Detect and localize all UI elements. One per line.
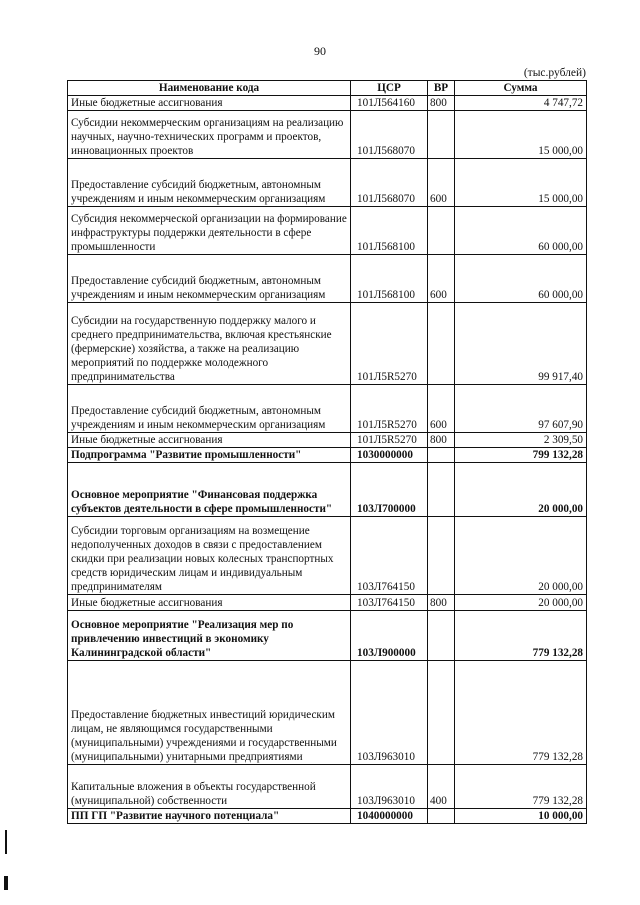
table-row: [68, 517, 587, 595]
cell-csr: 103Л963010: [351, 661, 428, 765]
cell-vr: 600: [428, 255, 455, 303]
table-row: [68, 111, 587, 159]
cell-sum: 779 132,28: [455, 765, 587, 809]
table-row: [68, 765, 587, 809]
cell-vr: [428, 611, 455, 661]
cell-name: ПП ГП "Развитие научного потенциала": [68, 809, 351, 824]
cell-name: Субсидии торговым организациям на возмещение недополученных доходов в связи с предоставлением скидки при реализации новых колесных транспортных средств юридическим лицам и индивидуальным предпринимателям: [68, 517, 351, 595]
table-row: [68, 433, 587, 448]
binding-mark: [4, 876, 8, 890]
table-row: [68, 611, 587, 661]
header-sum: Сумма: [455, 81, 587, 96]
header-csr: ЦСР: [351, 81, 428, 96]
budget-table: [67, 80, 587, 824]
cell-csr: 101Л568070: [351, 111, 428, 159]
cell-sum: 99 917,40: [455, 303, 587, 385]
cell-name: Предоставление субсидий бюджетным, автономным учреждениям и иным некоммерческим организациям: [68, 385, 351, 433]
cell-sum: 4 747,72: [455, 96, 587, 111]
table-row: [68, 595, 587, 611]
page-number: 90: [314, 44, 326, 58]
cell-vr: [428, 111, 455, 159]
cell-name: Субсидии на государственную поддержку малого и среднего предпринимательства, включая крестьянские (фермерские) хозяйства, а также на реализацию мероприятий по поддержке молодежного предпринимательства: [68, 303, 351, 385]
cell-sum: 15 000,00: [455, 111, 587, 159]
units-label: (тыс.рублей): [523, 67, 586, 79]
cell-vr: 600: [428, 159, 455, 207]
cell-vr: [428, 448, 455, 463]
cell-name: Капитальные вложения в объекты государственной (муниципальной) собственности: [68, 765, 351, 809]
cell-sum: 97 607,90: [455, 385, 587, 433]
table-row: [68, 207, 587, 255]
cell-sum: 15 000,00: [455, 159, 587, 207]
cell-vr: [428, 303, 455, 385]
cell-name: Предоставление субсидий бюджетным, автономным учреждениям и иным некоммерческим организациям: [68, 159, 351, 207]
cell-sum: 779 132,28: [455, 661, 587, 765]
cell-sum: 60 000,00: [455, 255, 587, 303]
cell-csr: 101Л5R5270: [351, 303, 428, 385]
cell-sum: 20 000,00: [455, 595, 587, 611]
cell-sum: 799 132,28: [455, 448, 587, 463]
table-row: [68, 96, 587, 111]
cell-vr: [428, 207, 455, 255]
cell-csr: 101Л5R5270: [351, 433, 428, 448]
cell-name: Иные бюджетные ассигнования: [68, 433, 351, 448]
cell-sum: 10 000,00: [455, 809, 587, 824]
cell-csr: 101Л5R5270: [351, 385, 428, 433]
cell-csr: 101Л568100: [351, 255, 428, 303]
cell-vr: [428, 809, 455, 824]
cell-name: Предоставление субсидий бюджетным, автономным учреждениям и иным некоммерческим организациям: [68, 255, 351, 303]
cell-name: Подпрограмма "Развитие промышленности": [68, 448, 351, 463]
cell-name: Иные бюджетные ассигнования: [68, 595, 351, 611]
cell-csr: 103Л700000: [351, 463, 428, 517]
cell-sum: 779 132,28: [455, 611, 587, 661]
cell-csr: 103Л764150: [351, 517, 428, 595]
cell-vr: [428, 463, 455, 517]
cell-name: Основное мероприятие "Финансовая поддержка субъектов деятельности в сфере промышленности": [68, 463, 351, 517]
cell-name: Субсидия некоммерческой организации на формирование инфраструктуры поддержки деятельности в сфере промышленности: [68, 207, 351, 255]
cell-name: Субсидии некоммерческим организациям на реализацию научных, научно-технических программ и проектов, инновационных проектов: [68, 111, 351, 159]
cell-sum: 20 000,00: [455, 463, 587, 517]
cell-name: Предоставление бюджетных инвестиций юридическим лицам, не являющимся государственными (муниципальными) учреждениями и государственными (муниципальными) унитарными предприятиями: [68, 661, 351, 765]
table-row: [68, 303, 587, 385]
cell-csr: 101Л568070: [351, 159, 428, 207]
table-row: [68, 463, 587, 517]
cell-vr: 800: [428, 595, 455, 611]
table-row: [68, 159, 587, 207]
cell-csr: 103Л900000: [351, 611, 428, 661]
header-vr: ВР: [428, 81, 455, 96]
cell-vr: 800: [428, 433, 455, 448]
table-header-row: [68, 81, 587, 96]
cell-vr: 800: [428, 96, 455, 111]
cell-vr: 600: [428, 385, 455, 433]
table-row: [68, 255, 587, 303]
cell-sum: 2 309,50: [455, 433, 587, 448]
table-row: [68, 448, 587, 463]
cell-csr: 101Л564160: [351, 96, 428, 111]
cell-sum: 60 000,00: [455, 207, 587, 255]
cell-csr: 101Л568100: [351, 207, 428, 255]
cell-vr: [428, 517, 455, 595]
cell-vr: 400: [428, 765, 455, 809]
cell-csr: 1040000000: [351, 809, 428, 824]
cell-sum: 20 000,00: [455, 517, 587, 595]
binding-mark: [5, 830, 7, 854]
table-row: [68, 385, 587, 433]
cell-csr: 103Л963010: [351, 765, 428, 809]
cell-name: Иные бюджетные ассигнования: [68, 96, 351, 111]
cell-vr: [428, 661, 455, 765]
table-row: [68, 661, 587, 765]
table-row: [68, 809, 587, 824]
cell-csr: 1030000000: [351, 448, 428, 463]
cell-name: Основное мероприятие "Реализация мер по привлечению инвестиций в экономику Калининградской области": [68, 611, 351, 661]
header-name: Наименование кода: [68, 81, 351, 96]
cell-csr: 103Л764150: [351, 595, 428, 611]
